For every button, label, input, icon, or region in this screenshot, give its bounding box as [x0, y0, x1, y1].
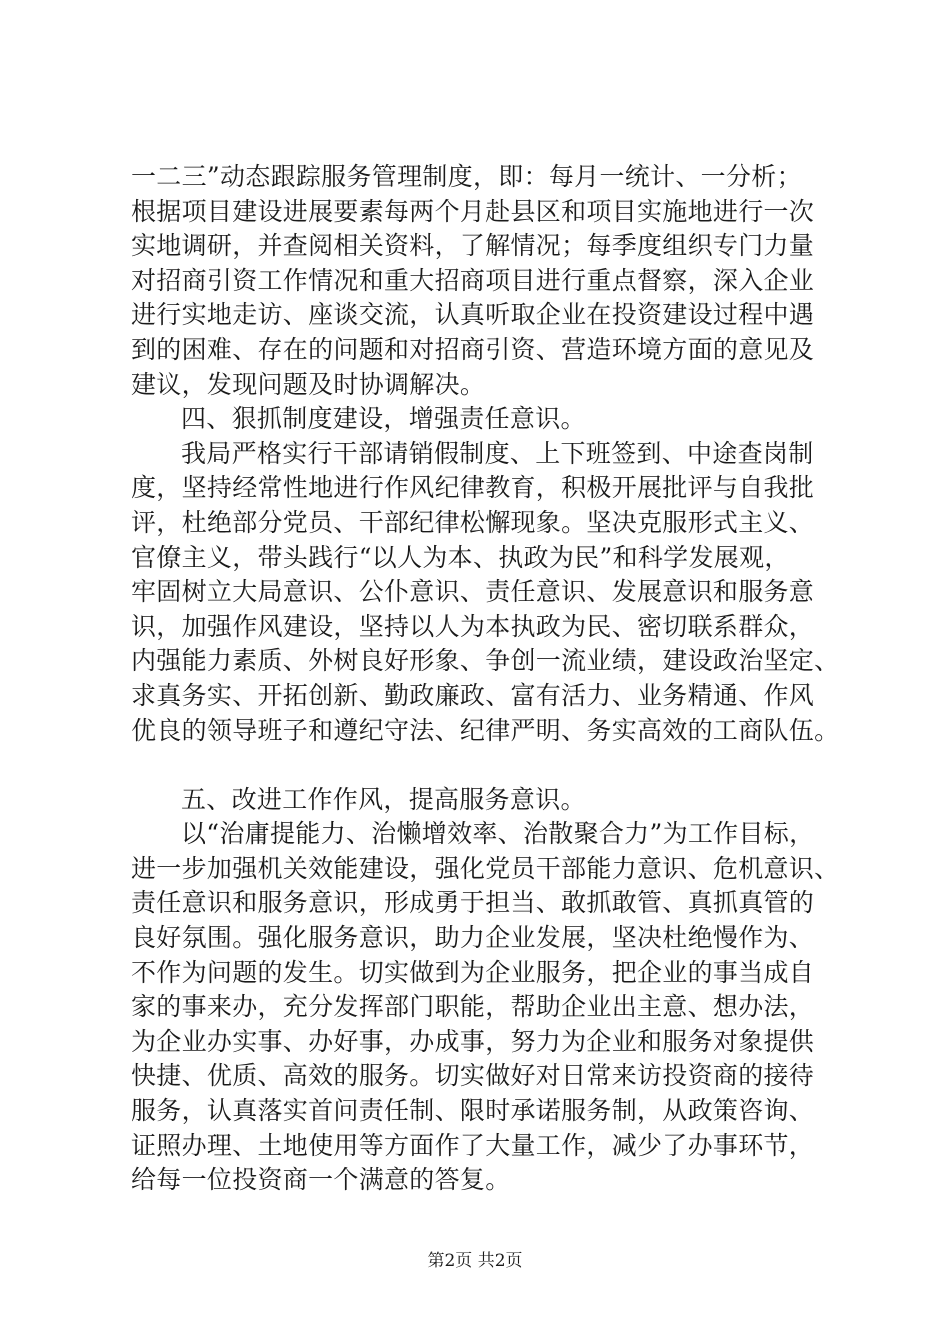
- text-line: 证照办理、土地使用等方面作了大量工作，减少了办事环节，: [131, 1130, 815, 1160]
- text-line: 根据项目建设进展要素每两个月赴县区和项目实施地进行一次: [131, 196, 815, 226]
- text-line: 官僚主义，带头践行“以人为本、执政为民”和科学发展观，: [131, 542, 790, 572]
- text-line: 为企业办实事、办好事，办成事，努力为企业和服务对象提供: [131, 1026, 815, 1056]
- text-line: 服务，认真落实首问责任制、限时承诺服务制，从政策咨询、: [131, 1096, 815, 1126]
- text-line: 良好氛围。强化服务意识，助力企业发展，坚决杜绝慢作为、: [131, 923, 815, 953]
- text-line: 建议，发现问题及时协调解决。: [131, 369, 486, 399]
- text-line: 进行实地走访、座谈交流，认真听取企业在投资建设过程中遇: [131, 300, 815, 330]
- text-line: 实地调研，并查阅相关资料，了解情况；每季度组织专门力量: [131, 231, 815, 261]
- text-line: 牢固树立大局意识、公仆意识、责任意识、发展意识和服务意: [131, 577, 815, 607]
- text-line: 内强能力素质、外树良好形象、争创一流业绩，建设政治坚定、: [131, 646, 840, 676]
- text-line: 给每一位投资商一个满意的答复。: [131, 1165, 511, 1195]
- text-line: 不作为问题的发生。切实做到为企业服务，把企业的事当成自: [131, 957, 815, 987]
- text-line: 进一步加强机关效能建设，强化党员干部能力意识、危机意识、: [131, 853, 840, 883]
- text-line: 评，杜绝部分党员、干部纪律松懈现象。坚决克服形式主义、: [131, 507, 815, 537]
- text-line: 识，加强作风建设，坚持以人为本执政为民、密切联系群众，: [131, 611, 815, 641]
- section-heading: 四、狠抓制度建设，增强责任意识。: [181, 404, 586, 434]
- section-heading: 五、改进工作作风，提高服务意识。: [181, 784, 586, 814]
- text-line: 家的事来办，充分发挥部门职能，帮助企业出主意、想办法，: [131, 992, 815, 1022]
- text-line: 快捷、优质、高效的服务。切实做好对日常来访投资商的接待: [131, 1061, 815, 1091]
- blank-line: [131, 748, 831, 783]
- document-body: [131, 160, 840, 1198]
- page-number-footer: 第2页 共2页: [427, 1251, 523, 1271]
- text-line: 对招商引资工作情况和重大招商项目进行重点督察，深入企业: [131, 265, 815, 295]
- text-line: 度，坚持经常性地进行作风纪律教育，积极开展批评与自我批: [131, 473, 815, 503]
- text-line: 责任意识和服务意识，形成勇于担当、敢抓敢管、真抓真管的: [131, 888, 815, 918]
- text-line: 优良的领导班子和遵纪守法、纪律严明、务实高效的工商队伍。: [131, 715, 840, 745]
- text-line: 以“治庸提能力、治懒增效率、治散聚合力”为工作目标，: [181, 819, 815, 849]
- text-line: 一二三”动态跟踪服务管理制度，即：每月一统计、一分析；: [131, 162, 802, 191]
- text-line: 到的困难、存在的问题和对招商引资、营造环境方面的意见及: [131, 334, 815, 364]
- text-line: 我局严格实行干部请销假制度、上下班签到、中途查岗制: [181, 438, 814, 468]
- text-line: 求真务实、开拓创新、勤政廉政、富有活力、业务精通、作风: [131, 680, 815, 710]
